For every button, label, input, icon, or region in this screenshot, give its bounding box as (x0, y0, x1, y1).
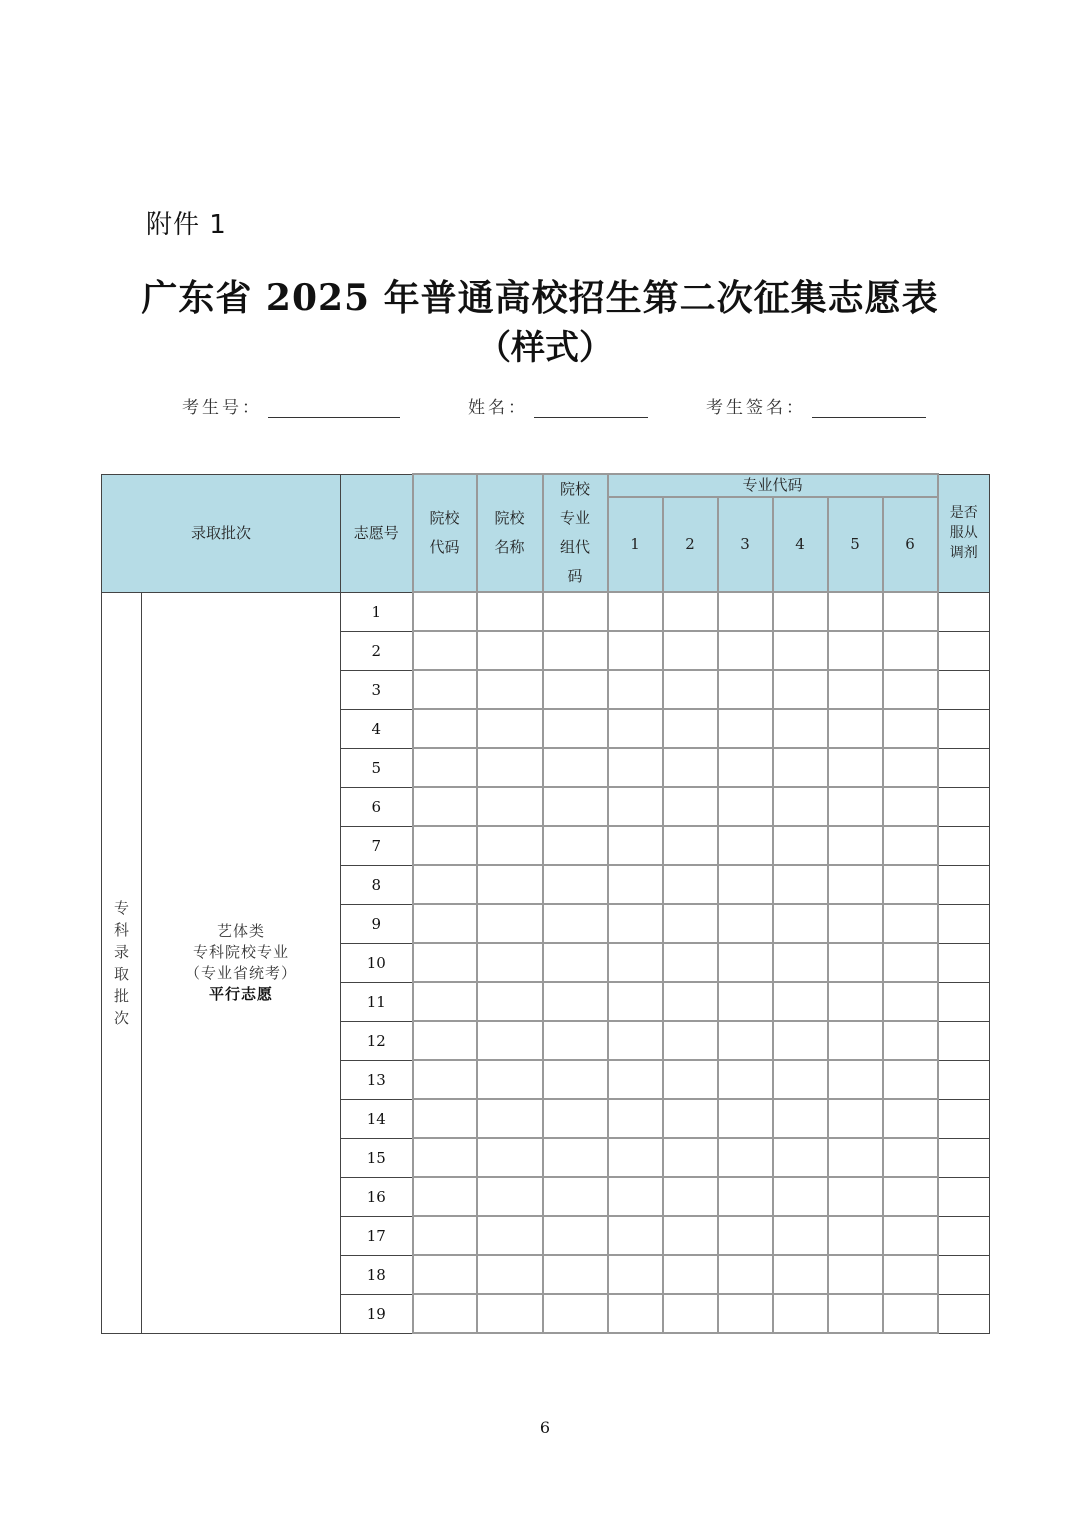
signature-field[interactable] (706, 393, 926, 418)
header-choice-number: 志愿号 (341, 474, 413, 592)
adjustment-input[interactable] (938, 787, 990, 826)
major-3-input[interactable] (718, 865, 773, 904)
major-5-input[interactable] (828, 670, 883, 709)
school-code-input[interactable] (413, 1099, 477, 1138)
choice-number: 16 (341, 1177, 413, 1216)
major-2-input[interactable] (663, 1294, 718, 1333)
school-code-input[interactable] (413, 865, 477, 904)
major-1-input[interactable] (608, 748, 663, 787)
major-3-input[interactable] (718, 904, 773, 943)
major-5-input[interactable] (828, 1138, 883, 1177)
choice-number: 8 (341, 865, 413, 904)
major-5-input[interactable] (828, 1177, 883, 1216)
group-code-input[interactable] (543, 1177, 608, 1216)
major-1-input[interactable] (608, 787, 663, 826)
major-6-input[interactable] (883, 748, 938, 787)
major-3-input[interactable] (718, 1177, 773, 1216)
school-code-input[interactable] (413, 826, 477, 865)
batch-char: 科 (113, 920, 129, 939)
adjustment-input[interactable] (938, 1294, 990, 1333)
major-3-input[interactable] (718, 748, 773, 787)
group-code-input[interactable] (543, 826, 608, 865)
choice-number: 10 (341, 943, 413, 982)
school-code-input[interactable] (413, 1060, 477, 1099)
adjustment-input[interactable] (938, 709, 990, 748)
batch-char: 取 (113, 964, 129, 983)
major-1-input[interactable] (608, 709, 663, 748)
school-name-input[interactable] (477, 943, 543, 982)
major-3-input[interactable] (718, 943, 773, 982)
major-2-input[interactable] (663, 904, 718, 943)
major-5-input[interactable] (828, 982, 883, 1021)
major-2-input[interactable] (663, 1177, 718, 1216)
major-3-input[interactable] (718, 826, 773, 865)
major-1-input[interactable] (608, 1099, 663, 1138)
major-2-input[interactable] (663, 1021, 718, 1060)
school-code-input[interactable] (413, 670, 477, 709)
major-4-input[interactable] (773, 1294, 828, 1333)
choice-number: 11 (341, 982, 413, 1021)
major-5-input[interactable] (828, 1294, 883, 1333)
major-4-input[interactable] (773, 787, 828, 826)
adjustment-input[interactable] (938, 1060, 990, 1099)
major-2-input[interactable] (663, 943, 718, 982)
major-5-input[interactable] (828, 826, 883, 865)
major-6-input[interactable] (883, 1060, 938, 1099)
school-code-input[interactable] (413, 982, 477, 1021)
header-major-2: 2 (663, 497, 718, 592)
school-code-input[interactable] (413, 631, 477, 670)
major-1-input[interactable] (608, 826, 663, 865)
major-2-input[interactable] (663, 1216, 718, 1255)
header-text: 码 (567, 567, 583, 585)
school-name-input[interactable] (477, 1060, 543, 1099)
candidate-number-label: 考生号： (182, 398, 262, 418)
page-number: 6 (539, 1418, 551, 1437)
major-4-input[interactable] (773, 1060, 828, 1099)
school-name-input[interactable] (477, 982, 543, 1021)
adjustment-input[interactable] (938, 1099, 990, 1138)
group-code-input[interactable] (543, 943, 608, 982)
candidate-number-input[interactable] (268, 397, 400, 418)
major-2-input[interactable] (663, 787, 718, 826)
major-2-input[interactable] (663, 826, 718, 865)
choice-number: 3 (341, 670, 413, 709)
major-6-input[interactable] (883, 592, 938, 631)
attachment-label: 附件 1 (146, 210, 227, 240)
adjustment-input[interactable] (938, 1255, 990, 1294)
header-major-3: 3 (718, 497, 773, 592)
major-6-input[interactable] (883, 1294, 938, 1333)
category-line3: （专业省统考） (184, 963, 297, 982)
major-6-input[interactable] (883, 709, 938, 748)
batch-char: 批 (113, 986, 129, 1005)
batch-cell (102, 592, 142, 1333)
major-6-input[interactable] (883, 631, 938, 670)
major-2-input[interactable] (663, 592, 718, 631)
header-major-codes: 专业代码 (608, 474, 938, 497)
page-title: 广东省 2025 年普通高校招生第二次征集志愿表 (141, 277, 939, 319)
header-text: 院校 (559, 480, 590, 498)
major-3-input[interactable] (718, 1060, 773, 1099)
name-label: 姓名： (468, 398, 528, 418)
major-6-input[interactable] (883, 1216, 938, 1255)
school-code-input[interactable] (413, 904, 477, 943)
group-code-input[interactable] (543, 631, 608, 670)
major-2-input[interactable] (663, 748, 718, 787)
major-5-input[interactable] (828, 865, 883, 904)
choice-number: 17 (341, 1216, 413, 1255)
major-4-input[interactable] (773, 904, 828, 943)
school-code-input[interactable] (413, 1216, 477, 1255)
category-line2: 专科院校专业 (192, 942, 289, 961)
major-3-input[interactable] (718, 592, 773, 631)
major-6-input[interactable] (883, 1021, 938, 1060)
school-name-input[interactable] (477, 670, 543, 709)
school-name-input[interactable] (477, 1177, 543, 1216)
major-1-input[interactable] (608, 1177, 663, 1216)
adjustment-input[interactable] (938, 592, 990, 631)
major-4-input[interactable] (773, 748, 828, 787)
major-2-input[interactable] (663, 1138, 718, 1177)
header-accept-adjustment (938, 474, 990, 592)
major-5-input[interactable] (828, 1099, 883, 1138)
major-3-input[interactable] (718, 1099, 773, 1138)
major-1-input[interactable] (608, 982, 663, 1021)
choice-number: 13 (341, 1060, 413, 1099)
group-code-input[interactable] (543, 1294, 608, 1333)
adjustment-input[interactable] (938, 943, 990, 982)
major-4-input[interactable] (773, 943, 828, 982)
major-3-input[interactable] (718, 982, 773, 1021)
group-code-input[interactable] (543, 1138, 608, 1177)
choice-number: 2 (341, 631, 413, 670)
choice-number: 15 (341, 1138, 413, 1177)
header-text: 组代 (559, 538, 590, 556)
adjustment-input[interactable] (938, 865, 990, 904)
name-field[interactable] (468, 393, 648, 418)
major-6-input[interactable] (883, 1177, 938, 1216)
choice-number: 4 (341, 709, 413, 748)
major-5-input[interactable] (828, 592, 883, 631)
major-4-input[interactable] (773, 826, 828, 865)
major-5-input[interactable] (828, 631, 883, 670)
category-line4: 平行志愿 (208, 984, 273, 1003)
signature-input[interactable] (812, 397, 926, 418)
major-4-input[interactable] (773, 1138, 828, 1177)
major-2-input[interactable] (663, 631, 718, 670)
major-1-input[interactable] (608, 1060, 663, 1099)
major-3-input[interactable] (718, 631, 773, 670)
school-code-input[interactable] (413, 709, 477, 748)
major-6-input[interactable] (883, 1138, 938, 1177)
adjustment-input[interactable] (938, 1138, 990, 1177)
major-5-input[interactable] (828, 1060, 883, 1099)
school-name-input[interactable] (477, 709, 543, 748)
major-2-input[interactable] (663, 1255, 718, 1294)
school-name-input[interactable] (477, 1216, 543, 1255)
major-3-input[interactable] (718, 709, 773, 748)
major-6-input[interactable] (883, 670, 938, 709)
major-1-input[interactable] (608, 1021, 663, 1060)
header-group-code (543, 474, 608, 592)
candidate-number-field[interactable] (182, 393, 400, 418)
school-name-input[interactable] (477, 904, 543, 943)
school-name-input[interactable] (477, 1138, 543, 1177)
header-text: 是否 (949, 505, 978, 521)
major-4-input[interactable] (773, 1216, 828, 1255)
choice-number: 14 (341, 1099, 413, 1138)
major-3-input[interactable] (718, 1216, 773, 1255)
header-batch: 录取批次 (102, 474, 341, 592)
batch-label-vertical (114, 897, 130, 1029)
group-code-input[interactable] (543, 670, 608, 709)
major-6-input[interactable] (883, 904, 938, 943)
adjustment-input[interactable] (938, 1177, 990, 1216)
header-text: 调剂 (949, 545, 978, 561)
school-code-input[interactable] (413, 943, 477, 982)
adjustment-input[interactable] (938, 826, 990, 865)
major-4-input[interactable] (773, 709, 828, 748)
major-4-input[interactable] (773, 865, 828, 904)
adjustment-input[interactable] (938, 631, 990, 670)
major-4-input[interactable] (773, 631, 828, 670)
major-3-input[interactable] (718, 1138, 773, 1177)
major-6-input[interactable] (883, 865, 938, 904)
choice-number: 5 (341, 748, 413, 787)
adjustment-input[interactable] (938, 982, 990, 1021)
major-5-input[interactable] (828, 748, 883, 787)
school-name-input[interactable] (477, 1021, 543, 1060)
group-code-input[interactable] (543, 1021, 608, 1060)
major-3-input[interactable] (718, 670, 773, 709)
major-2-input[interactable] (663, 709, 718, 748)
adjustment-input[interactable] (938, 670, 990, 709)
group-code-input[interactable] (543, 1255, 608, 1294)
header-major-1: 1 (608, 497, 663, 592)
header-text: 服从 (949, 525, 978, 541)
major-1-input[interactable] (608, 670, 663, 709)
choice-number: 18 (341, 1255, 413, 1294)
adjustment-input[interactable] (938, 748, 990, 787)
major-3-input[interactable] (718, 1021, 773, 1060)
major-5-input[interactable] (828, 904, 883, 943)
major-6-input[interactable] (883, 787, 938, 826)
major-1-input[interactable] (608, 592, 663, 631)
batch-char: 录 (113, 942, 129, 961)
major-4-input[interactable] (773, 1021, 828, 1060)
table-row (102, 592, 990, 631)
school-code-input[interactable] (413, 1255, 477, 1294)
choice-number: 19 (341, 1294, 413, 1333)
major-1-input[interactable] (608, 943, 663, 982)
major-4-input[interactable] (773, 1099, 828, 1138)
major-6-input[interactable] (883, 943, 938, 982)
school-name-input[interactable] (477, 592, 543, 631)
major-1-input[interactable] (608, 1294, 663, 1333)
school-code-input[interactable] (413, 1177, 477, 1216)
group-code-input[interactable] (543, 865, 608, 904)
major-5-input[interactable] (828, 1216, 883, 1255)
major-4-input[interactable] (773, 592, 828, 631)
school-code-input[interactable] (413, 1138, 477, 1177)
major-3-input[interactable] (718, 1294, 773, 1333)
group-code-input[interactable] (543, 1216, 608, 1255)
group-code-input[interactable] (543, 709, 608, 748)
group-code-input[interactable] (543, 982, 608, 1021)
batch-char: 次 (113, 1008, 129, 1027)
major-6-input[interactable] (883, 826, 938, 865)
adjustment-input[interactable] (938, 904, 990, 943)
category-line1: 艺体类 (216, 921, 265, 940)
page-subtitle: （样式） (477, 328, 613, 368)
group-code-input[interactable] (543, 787, 608, 826)
school-name-input[interactable] (477, 787, 543, 826)
school-code-input[interactable] (413, 748, 477, 787)
major-6-input[interactable] (883, 1099, 938, 1138)
header-text: 名称 (494, 538, 525, 556)
header-text: 专业 (559, 509, 590, 527)
header-major-4: 4 (773, 497, 828, 592)
header-text: 院校 (429, 509, 460, 527)
group-code-input[interactable] (543, 748, 608, 787)
major-2-input[interactable] (663, 1099, 718, 1138)
choice-number: 1 (341, 592, 413, 631)
category-cell (142, 592, 341, 1333)
major-1-input[interactable] (608, 1216, 663, 1255)
choice-number: 7 (341, 826, 413, 865)
school-name-input[interactable] (477, 826, 543, 865)
choice-number: 6 (341, 787, 413, 826)
major-1-input[interactable] (608, 904, 663, 943)
header-school-code (413, 474, 477, 592)
header-text: 代码 (429, 538, 460, 556)
group-code-input[interactable] (543, 904, 608, 943)
major-1-input[interactable] (608, 865, 663, 904)
major-5-input[interactable] (828, 1255, 883, 1294)
choice-number: 9 (341, 904, 413, 943)
major-2-input[interactable] (663, 982, 718, 1021)
major-4-input[interactable] (773, 1177, 828, 1216)
major-1-input[interactable] (608, 1138, 663, 1177)
major-5-input[interactable] (828, 1021, 883, 1060)
school-code-input[interactable] (413, 592, 477, 631)
major-3-input[interactable] (718, 1255, 773, 1294)
group-code-input[interactable] (543, 592, 608, 631)
major-6-input[interactable] (883, 1255, 938, 1294)
school-name-input[interactable] (477, 748, 543, 787)
group-code-input[interactable] (543, 1060, 608, 1099)
application-form-table (101, 473, 990, 1334)
school-name-input[interactable] (477, 1255, 543, 1294)
major-3-input[interactable] (718, 787, 773, 826)
group-code-input[interactable] (543, 1099, 608, 1138)
header-text: 院校 (494, 509, 525, 527)
major-5-input[interactable] (828, 943, 883, 982)
school-code-input[interactable] (413, 1021, 477, 1060)
school-name-input[interactable] (477, 1294, 543, 1333)
header-major-5: 5 (828, 497, 883, 592)
school-name-input[interactable] (477, 631, 543, 670)
major-5-input[interactable] (828, 787, 883, 826)
school-name-input[interactable] (477, 865, 543, 904)
major-5-input[interactable] (828, 709, 883, 748)
major-4-input[interactable] (773, 982, 828, 1021)
adjustment-input[interactable] (938, 1216, 990, 1255)
adjustment-input[interactable] (938, 1021, 990, 1060)
major-2-input[interactable] (663, 1060, 718, 1099)
batch-char: 专 (113, 898, 129, 917)
signature-label: 考生签名： (706, 398, 806, 418)
major-4-input[interactable] (773, 1255, 828, 1294)
name-input[interactable] (534, 397, 648, 418)
major-2-input[interactable] (663, 865, 718, 904)
school-code-input[interactable] (413, 787, 477, 826)
major-1-input[interactable] (608, 631, 663, 670)
major-1-input[interactable] (608, 1255, 663, 1294)
major-2-input[interactable] (663, 670, 718, 709)
major-4-input[interactable] (773, 670, 828, 709)
header-major-6: 6 (883, 497, 938, 592)
school-code-input[interactable] (413, 1294, 477, 1333)
major-6-input[interactable] (883, 982, 938, 1021)
header-school-name (477, 474, 543, 592)
choice-number: 12 (341, 1021, 413, 1060)
school-name-input[interactable] (477, 1099, 543, 1138)
